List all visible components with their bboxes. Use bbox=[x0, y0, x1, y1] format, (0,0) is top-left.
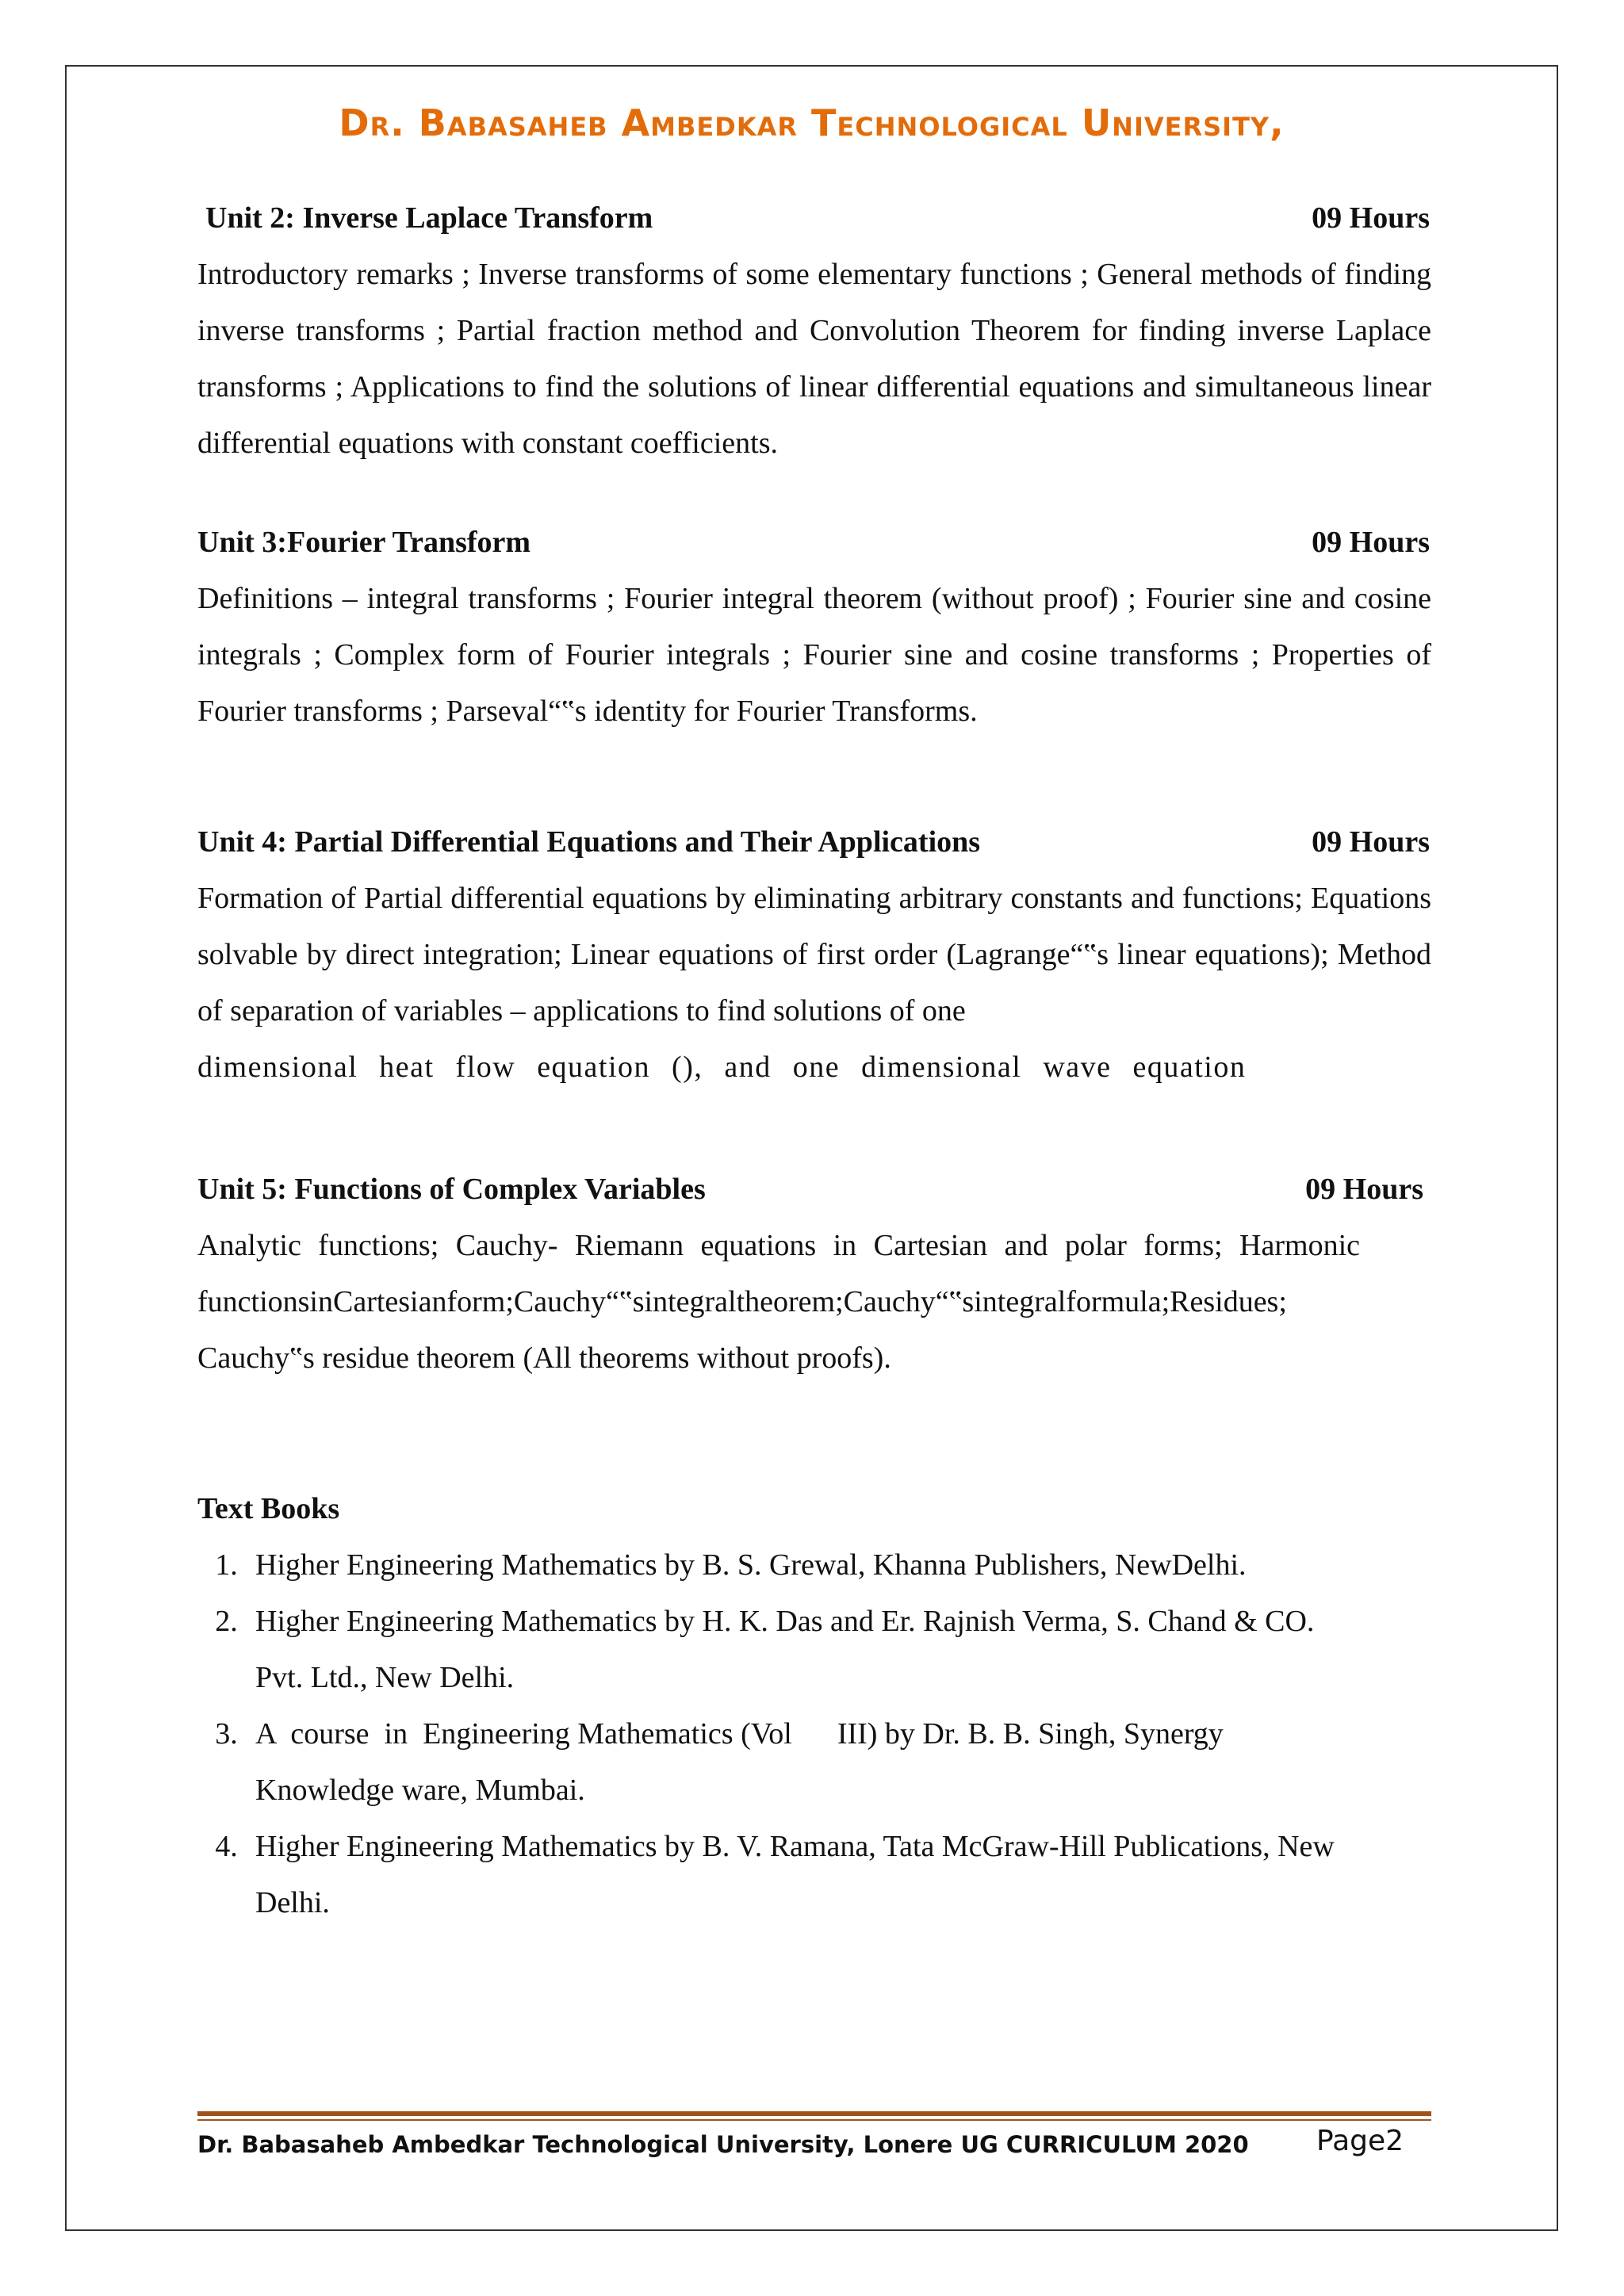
unit-4-section bbox=[197, 814, 1431, 1096]
footer-text: Dr. Babasaheb Ambedkar Technological University, Lonere UG CURRICULUM 2020 bbox=[197, 2131, 1249, 2158]
book-reference: Higher Engineering Mathematics by B. S. Grewal, Khanna Publishers, NewDelhi. bbox=[255, 1548, 1247, 1582]
unit-heading bbox=[197, 190, 1431, 247]
unit-title: Unit 4: Partial Differential Equations and Their Applications bbox=[197, 825, 981, 859]
unit-description: Formation of Partial differential equations by eliminating arbitrary constants and functions; Equations solvable by direct integration; Linear equations of first order (Lagrange“‟s linear equations); Method of separation of variables – applications to find solutions of one bbox=[197, 882, 1431, 1027]
page-content bbox=[197, 190, 1431, 1931]
list-number: 2. bbox=[215, 1605, 238, 1638]
list-number: 4. bbox=[215, 1830, 238, 1863]
unit-title: Unit 5: Functions of Complex Variables bbox=[197, 1173, 706, 1206]
unit-heading bbox=[197, 814, 1431, 871]
list-item bbox=[197, 1537, 1431, 1594]
page-number: Page2 bbox=[1316, 2125, 1404, 2157]
list-item bbox=[197, 1594, 1431, 1706]
book-list bbox=[197, 1537, 1431, 1931]
footer-divider bbox=[197, 2111, 1431, 2121]
book-reference: Higher Engineering Mathematics by H. K. Das and Er. Rajnish Verma, S. Chand & CO. Pvt. Ltd., New Delhi. bbox=[255, 1605, 1315, 1694]
list-number: 1. bbox=[215, 1548, 238, 1582]
unit-hours: 09 Hours bbox=[1305, 1173, 1423, 1206]
book-reference: Higher Engineering Mathematics by B. V. Ramana, Tata McGraw-Hill Publications, New Delhi. bbox=[255, 1830, 1335, 1919]
list-number: 3. bbox=[215, 1717, 238, 1751]
unit-hours: 09 Hours bbox=[1312, 825, 1430, 859]
book-reference: A course in Engineering Mathematics (Vol III) by Dr. B. B. Singh, Synergy Knowledge ware, Mumbai. bbox=[255, 1717, 1231, 1807]
unit-description: Introductory remarks ; Inverse transforms of some elementary functions ; General methods of finding inverse transforms ; Partial fraction method and Convolution Theorem for finding inverse Laplace transforms ; Applications to find the solutions of linear differential equations and simultaneous linear differential equations with constant coefficients. bbox=[197, 258, 1431, 460]
unit-description: Definitions – integral transforms ; Fourier integral theorem (without proof) ; Fourier sine and cosine integrals ; Complex form of Fourier integrals ; Fourier sine and cosine transforms ; Properties of Fourier transforms ; Parseval“‟s identity for Fourier Transforms. bbox=[197, 582, 1431, 728]
unit-3-section bbox=[197, 515, 1431, 740]
unit-title: Unit 3:Fourier Transform bbox=[197, 526, 531, 559]
unit-hours: 09 Hours bbox=[1312, 526, 1430, 559]
unit-2-section bbox=[197, 190, 1431, 472]
university-header: Dr. Babasaheb Ambedkar Technological University, bbox=[339, 101, 1285, 144]
unit-heading bbox=[197, 515, 1431, 571]
unit-heading bbox=[197, 1161, 1431, 1218]
unit-hours: 09 Hours bbox=[1312, 201, 1430, 235]
text-books-section bbox=[197, 1481, 1431, 1931]
unit-title: Unit 2: Inverse Laplace Transform bbox=[205, 201, 653, 235]
unit-description-last-line: dimensional heat flow equation (), and one dimensional wave equation bbox=[197, 1050, 1247, 1084]
unit-description: Analytic functions; Cauchy- Riemann equations in Cartesian and polar forms; Harmonic functionsinCartesianform;Cauchy“‟sintegraltheorem;Cauchy“‟sintegralformula;Residues; Cauchy‟s residue theorem (All theorems without proofs). bbox=[197, 1229, 1360, 1375]
text-books-heading: Text Books bbox=[197, 1492, 340, 1525]
unit-5-section bbox=[197, 1161, 1431, 1387]
list-item bbox=[197, 1819, 1431, 1931]
list-item bbox=[197, 1706, 1431, 1819]
